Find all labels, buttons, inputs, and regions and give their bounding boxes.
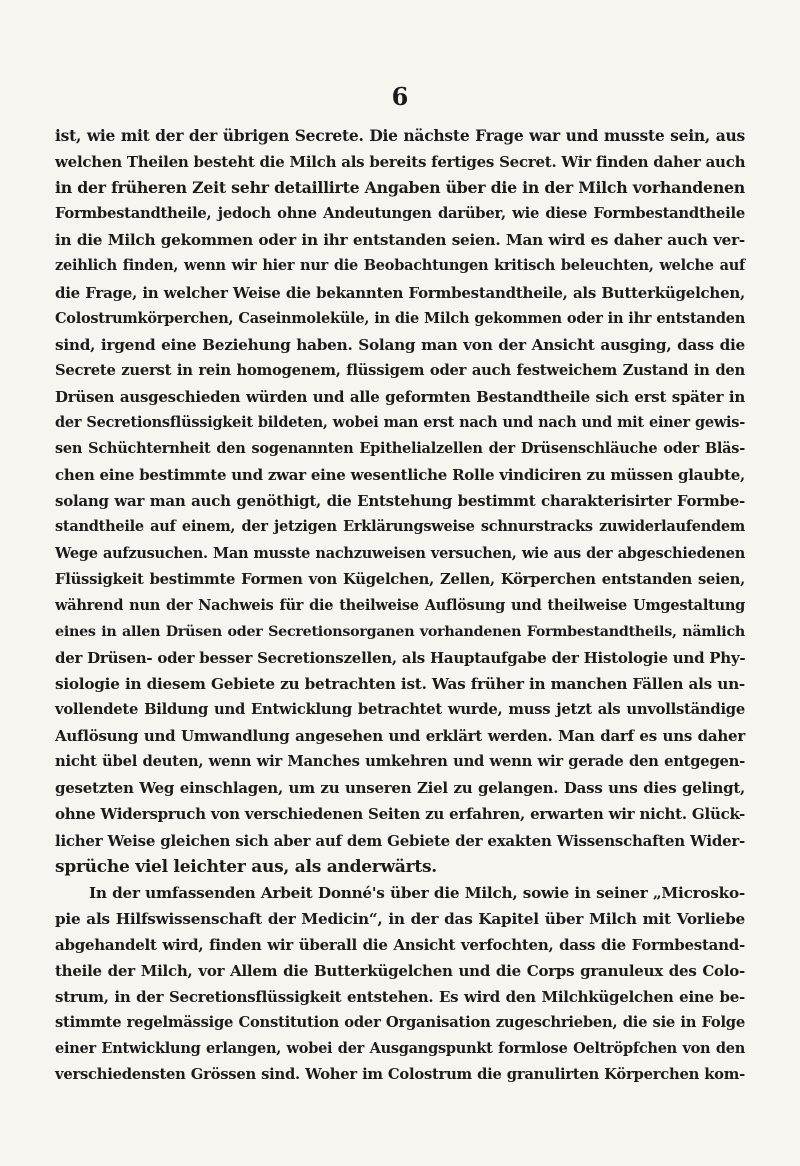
text-line: der Drüsen- oder besser Secretionszellen, als Hauptaufgabe der Histologie und Phy- [55,648,746,667]
text-line: Flüssigkeit bestimmte Formen von Kügelchen, Zellen, Körperchen entstanden seien, [55,570,745,588]
text-line: zeihlich finden, wenn wir hier nur die Beobachtungen kritisch beleuchten, welche auf [55,257,745,275]
text-line: sprüche viel leichter aus, als anderwärts. [55,856,437,877]
body-text [55,123,745,1088]
text-line: einer Entwicklung erlangen, wobei der Ausgangspunkt formlose Oeltröpfchen von den [55,1040,745,1058]
text-line: in die Milch gekommen oder in ihr entstanden seien. Man wird es daher auch ver- [55,231,745,250]
text-line: Auflösung und Umwandlung angesehen und erklärt werden. Man darf es uns daher [55,727,745,746]
text-line: theile der Milch, vor Allem die Butterkügelchen und die Corps granuleux des Colo- [55,962,745,980]
text-line: der Secretionsflüssigkeit bildeten, wobei man erst nach und nach und mit einer gewis- [55,414,745,432]
text-line: siologie in diesem Gebiete zu betrachten ist. Was früher in manchen Fällen als un- [55,674,745,693]
text-line: ist, wie mit der der übrigen Secrete. Die nächste Frage war und musste sein, aus [55,126,745,145]
text-line: strum, in der Secretionsflüssigkeit entstehen. Es wird den Milchkügelchen eine be- [55,988,745,1007]
text-line: welchen Theilen besteht die Milch als bereits fertiges Secret. Wir finden daher auch [55,153,746,172]
text-line: abgehandelt wird, finden wir überall die Ansicht verfochten, dass die Formbestand- [55,935,745,954]
text-line: Formbestandtheile, jedoch ohne Andeutungen darüber, wie diese Formbestandtheile [55,205,745,223]
text-line: licher Weise gleichen sich aber auf dem Gebiete der exakten Wissenschaften Wider- [55,831,745,850]
text-line: nicht übel deuten, wenn wir Manches umkehren und wenn wir gerade den entgegen- [55,753,745,771]
text-line: verschiedensten Grössen sind. Woher im Colostrum die granulirten Körperchen kom- [55,1066,745,1084]
text-line: gesetzten Weg einschlagen, um zu unseren Ziel zu gelangen. Dass uns dies gelingt, [55,779,745,798]
text-line: ohne Widerspruch von verschiedenen Seiten zu erfahren, erwarten wir nicht. Glück- [55,805,745,824]
text-line: standtheile auf einem, der jetzigen Erklärungsweise schnurstracks zuwiderlaufendem [55,518,745,536]
text-line: sen Schüchternheit den sogenannten Epithelialzellen der Drüsenschläuche oder Bläs- [55,440,745,458]
text-line: eines in allen Drüsen oder Secretionsorganen vorhandenen Formbestandtheils, nämlich [55,623,745,640]
text-line: chen eine bestimmte und zwar eine wesentliche Rolle vindiciren zu müssen glaubte, [55,466,745,485]
text-line: in der früheren Zeit sehr detaillirte Angaben über die in der Milch vorhandenen [55,178,745,198]
text-line: die Frage, in welcher Weise die bekannten Formbestandtheile, als Butterkügelchen, [55,283,745,302]
text-line: vollendete Bildung und Entwicklung betrachtet wurde, muss jetzt als unvollständige [55,701,745,719]
text-line: In der umfassenden Arbeit Donné's über die Milch, sowie in seiner „Microsko- [89,883,745,902]
text-line: Secrete zuerst in rein homogenem, flüssigem oder auch festweichem Zustand in den [55,361,745,379]
text-line: Drüsen ausgeschieden würden und alle geformten Bestandtheile sich erst später in [55,387,745,406]
text-line: stimmte regelmässige Constitution oder Organisation zugeschrieben, die sie in Folge [55,1014,745,1032]
text-line: sind, irgend eine Beziehung haben. Solang man von der Ansicht ausging, dass die [55,335,745,354]
text-line: solang war man auch genöthigt, die Entstehung bestimmt charakterisirter Formbe- [55,492,745,511]
text-line: pie als Hilfswissenschaft der Medicin“, in der das Kapitel über Milch mit Vorliebe [55,909,745,928]
text-line: während nun der Nachweis für die theilweise Auflösung und theilweise Umgestaltung [55,596,745,614]
text-line: Colostrumkörperchen, Caseinmoleküle, in die Milch gekommen oder in ihr entstanden [55,309,745,327]
page-number: 6 [391,82,409,111]
text-line: Wege aufzusuchen. Man musste nachzuweisen versuchen, wie aus der abgeschiedenen [55,544,745,562]
